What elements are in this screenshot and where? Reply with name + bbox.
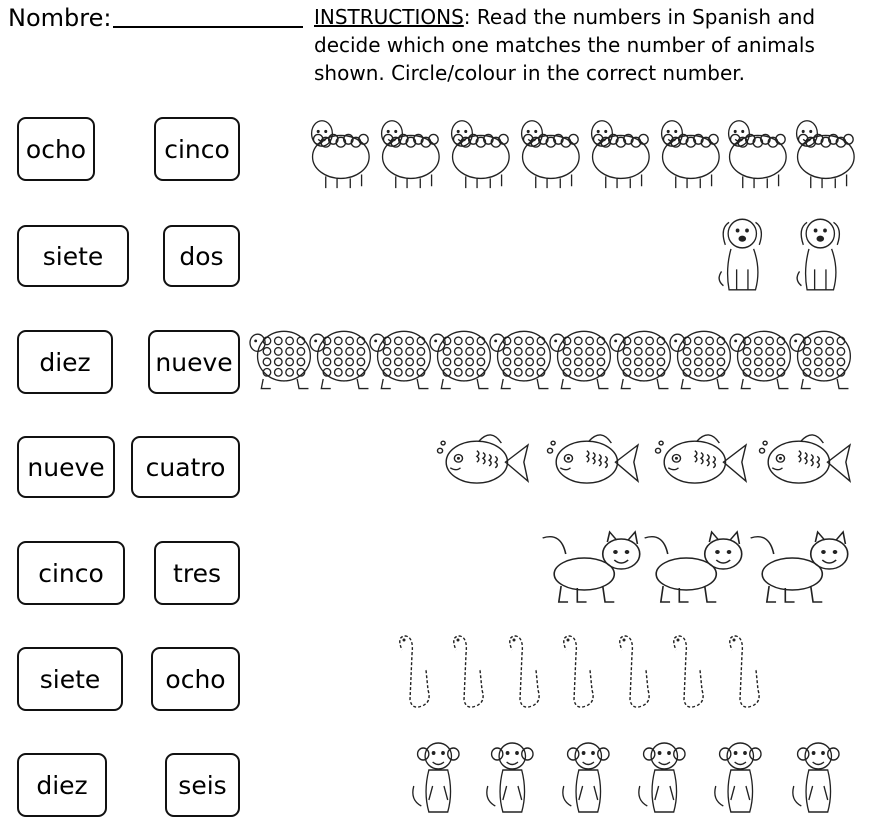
fish-icon [437,435,527,483]
worm-icon [510,636,539,707]
turtle-icon [310,331,370,388]
cat-icon [543,532,640,602]
choice-label: diez [39,347,91,377]
monkey-icon [413,743,459,812]
choice-label: siete [42,241,104,271]
fish-icon [655,435,745,483]
instructions-text: : Read the numbers in Spanish and decide which one matches the number of animals shown. Circle/colour in the correct number. [314,5,816,85]
sheep-icon [797,121,855,188]
dog-icon [797,219,839,290]
monkey-icon [563,743,609,812]
choice-label: ocho [25,134,87,164]
choice-label: dos [179,241,224,271]
turtle-icon [790,331,850,388]
sheep-icon [729,121,787,188]
monkey-icon [639,743,685,812]
sheep-icon [522,121,580,188]
choice-label: ocho [165,664,226,694]
turtle-icon [670,331,730,388]
fish-icon [547,435,637,483]
turtle-icon [490,331,550,388]
worm-icon [620,636,649,707]
monkey-icon [715,743,761,812]
choice-label: nueve [27,452,105,482]
turtle-icon [430,331,490,388]
turtle-icon [550,331,610,388]
worm-icon [674,636,703,707]
sheep-icon [312,121,370,188]
worm-icon [730,636,759,707]
sheep-icon [382,121,440,188]
worm-icon [400,636,429,707]
choice-label: siete [39,664,101,694]
turtle-icon [610,331,670,388]
sheep-icon [662,121,720,188]
name-label: Nombre: [8,4,112,32]
choice-label: nueve [155,347,233,377]
choice-label: seis [178,770,227,800]
choice-label: cinco [164,134,230,164]
turtle-icon [730,331,790,388]
monkey-icon [793,743,839,812]
choice-label: cinco [38,558,104,588]
sheep-icon [592,121,650,188]
worm-icon [454,636,483,707]
cat-icon [645,532,742,602]
sheep-icon [452,121,510,188]
worm-icon [564,636,593,707]
instructions-heading: INSTRUCTIONS [314,5,464,29]
dog-icon [719,219,761,290]
monkey-icon [487,743,533,812]
turtle-icon [250,331,310,388]
cat-icon [751,532,848,602]
choice-label: tres [173,558,221,588]
choice-label: cuatro [145,452,226,482]
fish-icon [759,435,849,483]
choice-label: diez [36,770,88,800]
turtle-icon [370,331,430,388]
